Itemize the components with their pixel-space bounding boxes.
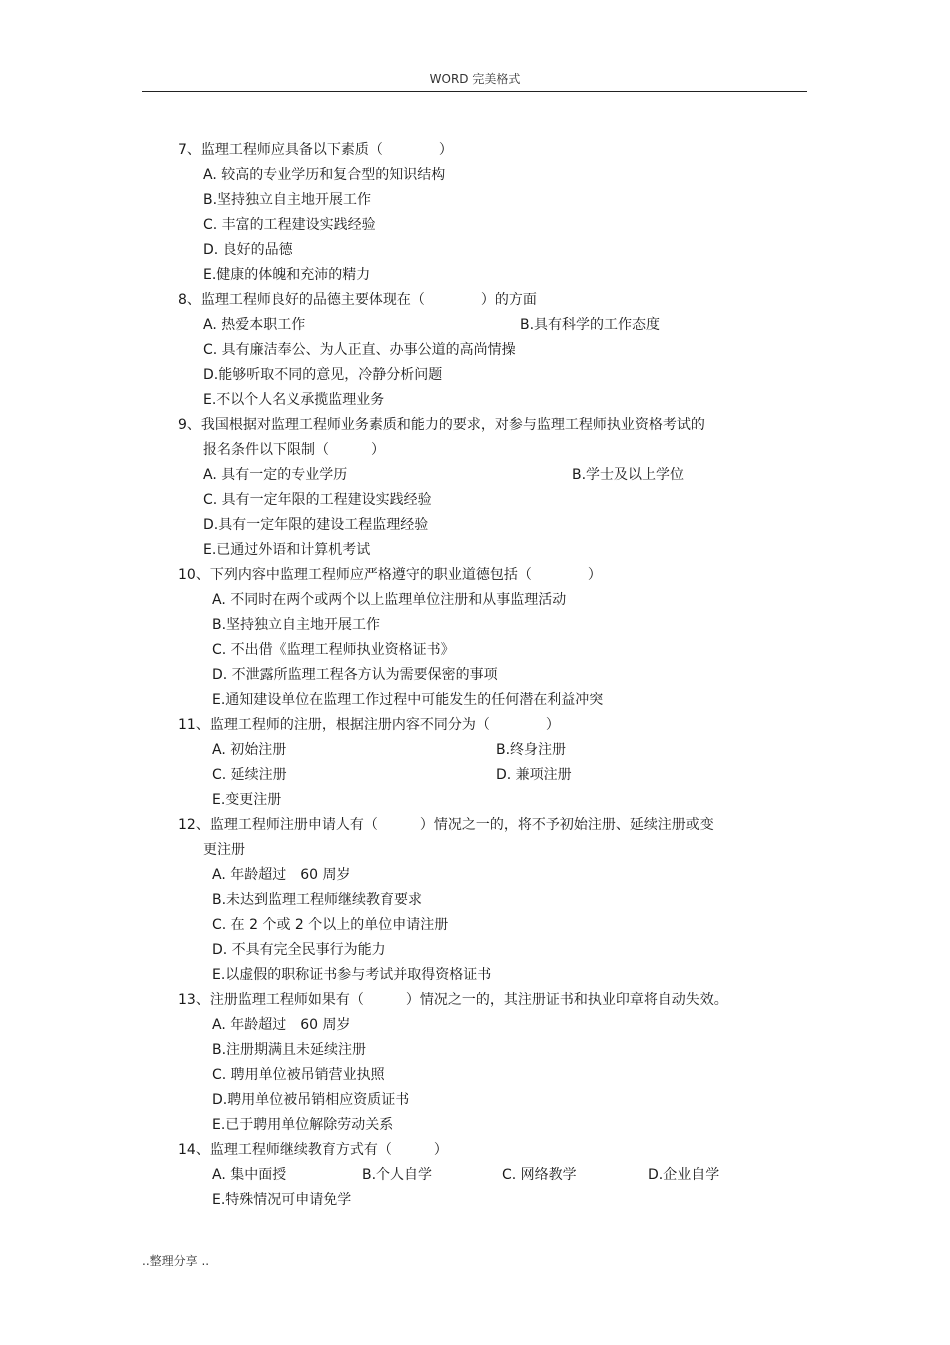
question-stem: 12、监理工程师注册申请人有（ ）情况之一的，将不予初始注册、延续注册或变 [178,817,714,833]
question-stem: 9、我国根据对监理工程师业务素质和能力的要求，对参与监理工程师执业资格考试的 [178,417,705,433]
answer-option: C. 网络教学 [502,1167,577,1183]
answer-option: E.变更注册 [212,792,282,808]
answer-option: E.特殊情况可申请免学 [212,1192,352,1208]
answer-option: D. 不泄露所监理工程各方认为需要保密的事项 [212,667,498,683]
answer-option: B.坚持独立自主地开展工作 [212,617,381,633]
question-stem: 14、监理工程师继续教育方式有（ ） [178,1142,448,1158]
answer-option: E.已于聘用单位解除劳动关系 [212,1117,394,1133]
answer-option: E.已通过外语和计算机考试 [203,542,371,558]
answer-option: E.不以个人名义承揽监理业务 [203,392,385,408]
question-stem: 10、下列内容中监理工程师应严格遵守的职业道德包括（ ） [178,567,602,583]
answer-option: B.终身注册 [496,742,567,758]
question-stem: 13、注册监理工程师如果有（ ）情况之一的，其注册证书和执业印章将自动失效。 [178,992,728,1008]
answer-option: C. 具有廉洁奉公、为人正直、办事公道的高尚情操 [203,342,516,358]
answer-option: A. 年龄超过 60 周岁 [212,867,351,883]
answer-option: E.以虚假的职称证书参与考试并取得资格证书 [212,967,492,983]
answer-option: C. 丰富的工程建设实践经验 [203,217,376,233]
answer-option: D.聘用单位被吊销相应资质证书 [212,1092,410,1108]
answer-option: A. 热爱本职工作 [203,317,306,333]
answer-option: D.能够听取不同的意见，冷静分析问题 [203,367,443,383]
answer-option: C. 具有一定年限的工程建设实践经验 [203,492,432,508]
question-stem: 报名条件以下限制（ ） [203,442,385,458]
answer-option: E.通知建设单位在监理工作过程中可能发生的任何潜在利益冲突 [212,692,604,708]
answer-option: B.坚持独立自主地开展工作 [203,192,372,208]
answer-option: A. 具有一定的专业学历 [203,467,348,483]
answer-option: C. 延续注册 [212,767,287,783]
answer-option: D. 不具有完全民事行为能力 [212,942,386,958]
answer-option: B.学士及以上学位 [572,467,685,483]
answer-option: A. 较高的专业学历和复合型的知识结构 [203,167,446,183]
answer-option: B.个人自学 [362,1167,433,1183]
question-stem: 更注册 [203,842,245,858]
answer-option: B.注册期满且未延续注册 [212,1042,367,1058]
answer-option: A. 初始注册 [212,742,287,758]
answer-option: A. 年龄超过 60 周岁 [212,1017,351,1033]
page-footer: ..整理分享 .. [142,1254,210,1268]
question-stem: 7、监理工程师应具备以下素质（ ） [178,142,453,158]
answer-option: C. 聘用单位被吊销营业执照 [212,1067,385,1083]
answer-option: D.企业自学 [648,1167,720,1183]
answer-option: E.健康的体魄和充沛的精力 [203,267,371,283]
answer-option: A. 不同时在两个或两个以上监理单位注册和从事监理活动 [212,592,567,608]
answer-option: A. 集中面授 [212,1167,287,1183]
header-divider [142,91,807,92]
answer-option: C. 不出借《监理工程师执业资格证书》 [212,642,455,658]
answer-option: D.具有一定年限的建设工程监理经验 [203,517,429,533]
answer-option: B.具有科学的工作态度 [520,317,661,333]
question-stem: 11、监理工程师的注册，根据注册内容不同分为（ ） [178,717,560,733]
answer-option: D. 良好的品德 [203,242,293,258]
answer-option: B.未达到监理工程师继续教育要求 [212,892,423,908]
answer-option: C. 在 2 个或 2 个以上的单位申请注册 [212,917,449,933]
question-stem: 8、监理工程师良好的品德主要体现在（ ）的方面 [178,292,537,308]
answer-option: D. 兼项注册 [496,767,572,783]
page-header: WORD 完美格式 [429,72,521,86]
